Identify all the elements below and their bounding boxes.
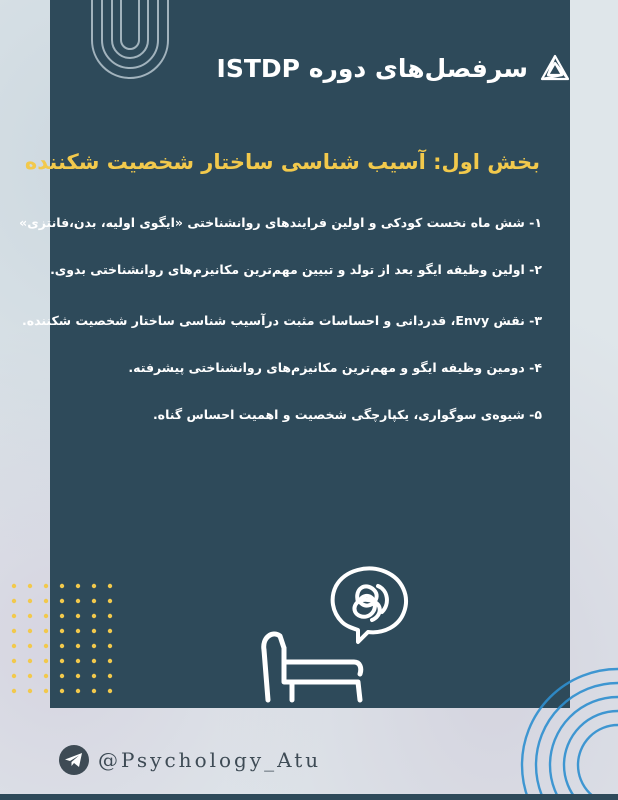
decor-dot: [28, 644, 32, 648]
decor-dot: [76, 659, 80, 663]
telegram-icon[interactable]: [58, 744, 90, 776]
decor-dot: [92, 674, 96, 678]
decor-dot: [44, 599, 48, 603]
decor-dot: [76, 674, 80, 678]
channel-handle[interactable]: @Psychology_Atu: [98, 748, 322, 772]
decor-dot: [44, 689, 48, 693]
decor-dot: [12, 674, 16, 678]
thought-bubble-icon: [333, 568, 406, 642]
decor-dot: [60, 689, 64, 693]
decor-dot: [92, 659, 96, 663]
decor-dot: [12, 599, 16, 603]
list-item: ۴- دومین وظیفه ایگو و مهم‌ترین مکانیزم‌های روانشناختی پیشرفته.: [128, 360, 542, 375]
decor-dot: [76, 614, 80, 618]
decor-dot: [92, 689, 96, 693]
decor-dot: [60, 644, 64, 648]
decor-dot: [108, 584, 112, 588]
decor-dot: [28, 689, 32, 693]
decor-dot: [76, 644, 80, 648]
decor-dot: [44, 644, 48, 648]
section-title: بخش اول: آسیب شناسی ساختار شخصیت شکننده: [24, 150, 540, 174]
decor-dot: [92, 599, 96, 603]
list-item: ۳- نقش Envy، قدردانی و احساسات مثبت درآسیب شناسی ساختار شخصیت شکننده.: [21, 313, 542, 328]
decor-dot: [60, 674, 64, 678]
decor-dot: [12, 629, 16, 633]
decor-dot: [44, 659, 48, 663]
decor-dot: [92, 584, 96, 588]
decor-dot: [60, 629, 64, 633]
decor-dot: [108, 614, 112, 618]
decor-dot: [44, 674, 48, 678]
decor-dot: [92, 644, 96, 648]
list-item: ۱- شش ماه نخست کودکی و اولین فرایندهای روانشناختی «ایگوی اولیه، بدن،فانتزی»: [19, 215, 542, 230]
decor-dot: [108, 599, 112, 603]
decor-dot: [28, 629, 32, 633]
decor-dot: [28, 599, 32, 603]
decor-dot: [12, 659, 16, 663]
decor-dot: [12, 644, 16, 648]
header: [80, 48, 570, 88]
decor-dot: [44, 584, 48, 588]
bottom-bar: [0, 794, 618, 800]
decor-dot: [44, 614, 48, 618]
decor-dot: [28, 584, 32, 588]
decor-dot: [12, 689, 16, 693]
decor-dot: [76, 584, 80, 588]
impossible-triangle-icon: [540, 53, 570, 83]
decor-dot: [28, 674, 32, 678]
decor-dot: [108, 674, 112, 678]
topic-list: [19, 204, 542, 424]
decor-dot: [108, 629, 112, 633]
decor-dot: [92, 614, 96, 618]
decor-dot: [12, 584, 16, 588]
decor-dot: [60, 584, 64, 588]
list-item: ۲- اولین وظیفه ایگو بعد از تولد و تبیین مهم‌ترین مکانیزم‌های روانشناختی بدوی.: [50, 262, 542, 277]
decor-dot: [60, 659, 64, 663]
decor-dot: [12, 614, 16, 618]
decor-dot: [76, 629, 80, 633]
decor-dot: [60, 614, 64, 618]
decor-dot: [108, 659, 112, 663]
decor-dot: [108, 644, 112, 648]
footer: [58, 740, 321, 780]
therapy-illustration: [250, 550, 420, 710]
page-title: سرفصل‌های دوره ISTDP: [216, 53, 528, 83]
list-item: ۵- شیوه‌ی سوگواری، یکپارچگی شخصیت و اهمیت احساس گناه.: [152, 407, 542, 422]
decor-dot: [28, 614, 32, 618]
therapy-couch-icon: [264, 634, 361, 700]
dot-grid-decoration: [8, 580, 128, 700]
decor-dot: [28, 659, 32, 663]
decor-dot: [44, 629, 48, 633]
decor-dot: [108, 689, 112, 693]
decor-dot: [76, 689, 80, 693]
decor-dot: [76, 599, 80, 603]
decor-dot: [92, 629, 96, 633]
decor-dot: [60, 599, 64, 603]
